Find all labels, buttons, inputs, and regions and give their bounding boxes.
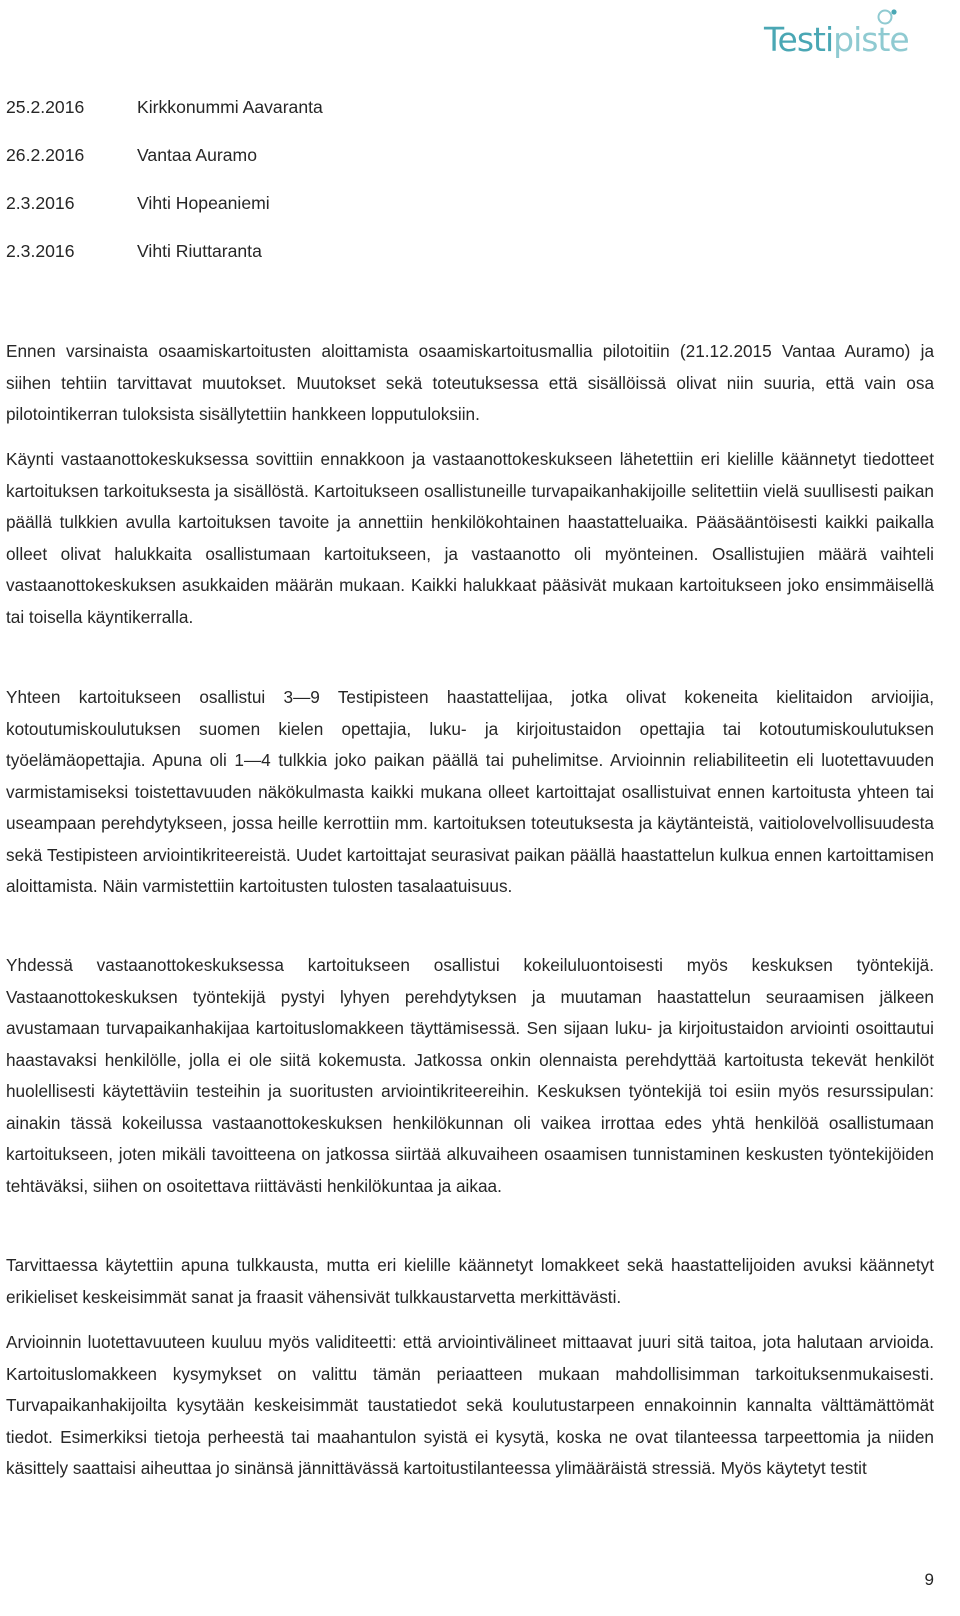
- date-place: Vihti Hopeaniemi: [137, 193, 270, 213]
- paragraph-visit: Käynti vastaanottokeskuksessa sovittiin ennakkoon ja vastaanottokeskukseen lähetettiin eri kielille käännetyt tiedotteet kartoituksen tarkoituksesta ja sisällöstä. Kartoitukseen osallistuneille turvapaikanhakijoille selitettiin vielä suullisesti paikan päällä tulkkien avulla kartoituksen tavoite ja annettiin henkilökohtainen haastatteluaika. Pääsääntöisesti kaikki paikalla olleet olivat halukkaita osallistumaan kartoitukseen, ja vastaanotto oli myönteinen. Osallistujien määrä vaihteli vastaanottokeskuksen asukkaiden määrän mukaan. Kaikki halukkaat pääsivät mukaan kartoitukseen joko ensimmäisellä tai toisella käyntikerralla.: [6, 449, 934, 627]
- date-value: 2.3.2016: [6, 241, 75, 261]
- paragraph-staff: Yhdessä vastaanottokeskuksessa kartoitukseen osallistui kokeiluluontoisesti myös keskuksen työntekijä. Vastaanottokeskuksen työntekijä pystyi lyhyen perehdytyksen ja muutaman haastattelun seuraamisen jälkeen avustamaan turvapaikanhakijaa kartoituslomakkeen täyttämisessä. Sen sijaan luku- ja kirjoitustaidon arviointi osoittautui haastavaksi henkilölle, jolla ei ole siitä kokemusta. Jatkossa onkin olennaista perehdyttää kartoitusta tekevät henkilöt huolellisesti käytettäviin testeihin ja suoritusten arviointikriteereihin. Keskuksen työntekijä toi esiin myös resurssipulan: ainakin tässä kokeilussa vastaanottokeskuksen henkilökunnan oli vaikea irrottaa edes yhtä henkilöä osallistumaan kartoitukseen, joten mikäli tavoitteena on jatkossa siirtää alkuvaiheen osaamisen tunnistaminen keskusten työntekijöiden tehtäväksi, siihen on osoitettava riittävästi henkilökuntaa ja aikaa.: [6, 955, 934, 1196]
- paragraph-interpretation: Tarvittaessa käytettiin apuna tulkkausta, mutta eri kielille käännetyt lomakkeet sekä haastattelijoiden avuksi käännetyt erikieliset keskeisimmät sanat ja fraasit vähensivät tulkkaustarvetta merkittävästi.: [6, 1255, 934, 1307]
- date-list: [6, 92, 426, 284]
- date-row: [6, 236, 426, 284]
- page-number: 9: [924, 1570, 934, 1589]
- date-value: 26.2.2016: [6, 145, 85, 165]
- date-row: [6, 188, 426, 236]
- logo-text-alt: piste: [833, 20, 909, 59]
- paragraph-pilot: Ennen varsinaista osaamiskartoitusten aloittamista osaamiskartoitusmallia pilotoitiin (21.12.2015 Vantaa Auramo) ja siihen tehtiin tarvittavat muutokset. Muutokset sekä toteutuksessa että sisällöissä olivat niin suuria, että vain osa pilotointikerran tuloksista sisällytettiin hankkeen lopputuloksiin.: [6, 341, 934, 424]
- date-value: 2.3.2016: [6, 193, 75, 213]
- logo-text-main: Testi: [764, 20, 834, 59]
- date-place: Vihti Riuttaranta: [137, 241, 262, 261]
- date-place: Kirkkonummi Aavaranta: [137, 97, 323, 117]
- logo-wordmark: [764, 20, 909, 59]
- paragraph-validity: Arvioinnin luotettavuuteen kuuluu myös validiteetti: että arviointivälineet mittaavat juuri sitä taitoa, jota halutaan arvioida. Kartoituslomakkeen kysymykset on valittu tämän periaatteen mukaan mahdollisimman tarkoituksenmukaisesti. Turvapaikanhakijoilta kysytään keskeisimmät taustatiedot sekä koulutustarpeen ennakoinnin kannalta välttämättömät tiedot. Esimerkiksi tietoja perheestä tai maahantulon syistä ei kysytä, koska ne ovat tilanteessa tarpeettomia ja niiden käsittely saattaisi aiheuttaa jo sinänsä jännittävässä kartoitustilanteessa ylimääräistä stressiä. Myös käytetyt testit: [6, 1332, 934, 1478]
- paragraph-interviewers: Yhteen kartoitukseen osallistui 3—9 Testipisteen haastattelijaa, jotka olivat kokeneita kielitaidon arvioijia, kotoutumiskoulutuksen suomen kielen opettajia, luku- ja kirjoitustaidon opettajia tai kotoutumiskoulutuksen työelämäopettajia. Apuna oli 1—4 tulkkia joko paikan päällä tai puhelimitse. Arvioinnin reliabiliteetin eli luotettavuuden varmistamiseksi toistettavuuden näkökulmasta kaikki mukana olleet kartoittajat osallistuivat ennen kartoitusta yhteen tai useampaan perehdytykseen, jossa heille kerrottiin mm. kartoituksen toteutuksesta ja käytänteistä, vaitiolovelvollisuudesta sekä Testipisteen arviointikriteereistä. Uudet kartoittajat seurasivat paikan päällä haastattelun kulkua ennen kartoittamisen aloittamista. Näin varmistettiin kartoitusten tulosten tasalaatuisuus.: [6, 687, 934, 896]
- date-place: Vantaa Auramo: [137, 145, 257, 165]
- date-value: 25.2.2016: [6, 97, 85, 117]
- date-row: [6, 140, 426, 188]
- date-row: [6, 92, 426, 140]
- testipiste-logo: [764, 6, 930, 68]
